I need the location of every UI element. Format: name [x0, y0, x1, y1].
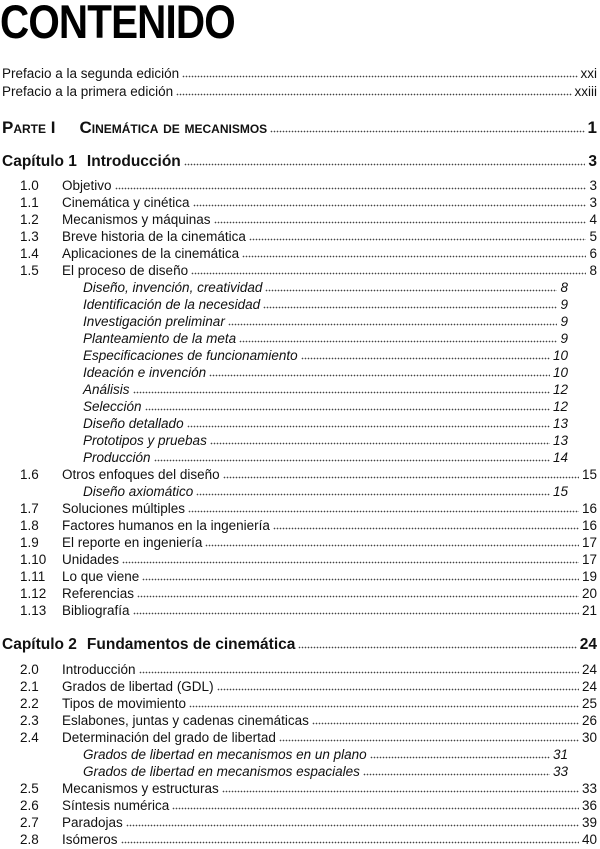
dot-leader: [312, 722, 579, 725]
section-entry[interactable]: [2, 603, 597, 620]
entry-page: 17: [581, 552, 597, 567]
dot-leader: [301, 357, 550, 360]
chapter-page: 3: [588, 153, 597, 170]
section-entry[interactable]: [2, 586, 597, 603]
dot-leader: [217, 688, 579, 691]
dot-leader: [222, 790, 579, 793]
section-entry[interactable]: [2, 569, 597, 586]
subsection-entry[interactable]: [2, 382, 568, 399]
entry-page: 6: [589, 246, 597, 261]
subsection-entry[interactable]: [2, 484, 568, 501]
dot-leader: [209, 374, 550, 377]
dot-leader: [363, 773, 550, 776]
entry-page: 9: [560, 297, 568, 312]
dot-leader: [196, 493, 550, 496]
dot-leader: [182, 75, 577, 78]
dot-leader: [239, 340, 557, 343]
subsection-entry[interactable]: [2, 747, 568, 764]
entry-page: 8: [589, 263, 597, 278]
entry-page: 33: [552, 764, 568, 779]
dot-leader: [184, 163, 586, 166]
chapter-title: Introducción: [86, 153, 181, 170]
toc-entry[interactable]: [2, 84, 597, 102]
entry-page: 10: [552, 348, 568, 363]
entry-title: Prefacio a la primera edición: [2, 84, 174, 99]
toc-entry[interactable]: [2, 118, 597, 140]
dot-leader: [154, 459, 550, 462]
entry-page: 39: [581, 815, 597, 830]
entry-title: Eslabones, juntas y cadenas cinemáticas: [62, 713, 309, 728]
entry-page: 13: [552, 433, 568, 448]
subsection-entry[interactable]: [2, 297, 568, 314]
dot-leader: [137, 595, 579, 598]
dot-leader: [263, 306, 557, 309]
chapter-1: [2, 153, 597, 620]
dot-leader: [228, 323, 558, 326]
entry-title: Grados de libertad en mecanismos espaciales: [83, 764, 360, 779]
entry-title: Diseño detallado: [83, 416, 184, 431]
entry-title: Paradojas: [62, 815, 123, 830]
entry-title: Diseño, invención, creatividad: [83, 280, 263, 295]
entry-title: Análisis: [83, 382, 130, 397]
section-number: 1.11: [20, 569, 46, 584]
dot-leader: [270, 130, 584, 133]
entry-title: Lo que viene: [62, 569, 140, 584]
page-title: CONTENIDO: [0, 0, 235, 48]
entry-page: 25: [581, 696, 597, 711]
entry-page: 13: [552, 416, 568, 431]
dot-leader: [191, 272, 586, 275]
section-number: 1.5: [20, 263, 39, 278]
dot-leader: [122, 561, 579, 564]
entry-page: 12: [552, 399, 568, 414]
subsection-entry[interactable]: [2, 280, 568, 297]
subsection-entry[interactable]: [2, 764, 568, 781]
chapter-label: Capítulo 1: [2, 153, 77, 170]
section-number: 2.6: [20, 798, 39, 813]
section-number: 1.9: [20, 535, 39, 550]
section-entry[interactable]: [2, 662, 597, 679]
section-number: 2.7: [20, 815, 39, 830]
entry-page: 20: [581, 586, 597, 601]
entry-title: Introducción: [62, 662, 136, 677]
entry-title: Diseño axiomático: [83, 484, 194, 499]
chapter-heading[interactable]: [2, 636, 597, 658]
front-matter: [2, 66, 597, 102]
section-number: 1.3: [20, 229, 39, 244]
entry-page: xxiii: [574, 84, 597, 99]
section-entry[interactable]: [2, 781, 597, 798]
entry-title: Mecanismos y estructuras: [62, 781, 219, 796]
entry-title: Factores humanos en la ingeniería: [62, 518, 270, 533]
entry-title: Unidades: [62, 552, 120, 567]
entry-page: 36: [581, 798, 597, 813]
dot-leader: [223, 476, 579, 479]
dot-leader: [370, 756, 550, 759]
entry-page: 15: [581, 467, 597, 482]
section-entry[interactable]: [2, 832, 597, 849]
entry-title: Planteamiento de la meta: [83, 331, 237, 346]
section-entry[interactable]: [2, 679, 597, 696]
entry-title: Grados de libertad en mecanismos en un plano: [83, 747, 367, 762]
subsection-entry[interactable]: [2, 314, 568, 331]
entry-page: 24: [581, 679, 597, 694]
dot-leader: [139, 671, 579, 674]
subsection-entry[interactable]: [2, 433, 568, 450]
dot-leader: [205, 544, 579, 547]
chapter-page: 24: [579, 636, 597, 653]
section-entry[interactable]: [2, 229, 597, 246]
entry-title: Prototipos y pruebas: [83, 433, 207, 448]
dot-leader: [193, 204, 587, 207]
section-entry[interactable]: [2, 195, 597, 212]
entry-title: Identificación de la necesidad: [83, 297, 261, 312]
entry-page: 4: [589, 212, 597, 227]
section-number: 1.12: [20, 586, 47, 601]
dot-leader: [176, 93, 571, 96]
entry-page: 21: [581, 603, 597, 618]
section-entry[interactable]: [2, 535, 597, 552]
section-number: 2.2: [20, 696, 39, 711]
entry-title: Ideación e invención: [83, 365, 207, 380]
dot-leader: [273, 527, 579, 530]
subsection-entry[interactable]: [2, 399, 568, 416]
entry-page: 9: [560, 331, 568, 346]
dot-leader: [188, 510, 579, 513]
section-entry[interactable]: [2, 518, 597, 535]
section-entry[interactable]: [2, 501, 597, 518]
section-number: 1.8: [20, 518, 39, 533]
entry-page: 12: [552, 382, 568, 397]
entry-page: 8: [560, 280, 568, 295]
entry-page: 19: [581, 569, 597, 584]
chapter-heading[interactable]: [2, 153, 597, 175]
entry-title: Producción: [83, 450, 151, 465]
entry-title: Especificaciones de funcionamiento: [83, 348, 298, 363]
entry-page: 33: [581, 781, 597, 796]
entry-page: 3: [589, 195, 597, 210]
section-entry[interactable]: [2, 263, 597, 280]
dot-leader: [172, 807, 579, 810]
dot-leader: [115, 187, 587, 190]
entry-page: 17: [581, 535, 597, 550]
dot-leader: [214, 221, 587, 224]
entry-title: Tipos de movimiento: [62, 696, 187, 711]
entry-title: Referencias: [62, 586, 135, 601]
section-number: 1.13: [20, 603, 47, 618]
section-entry[interactable]: [2, 730, 597, 747]
entry-title: Bibliografía: [62, 603, 130, 618]
section-list: [2, 178, 597, 620]
section-entry[interactable]: [2, 178, 597, 195]
entry-title: Grados de libertad (GDL): [62, 679, 214, 694]
section-number: 1.1: [20, 195, 39, 210]
part-heading: [2, 118, 597, 140]
entry-page: 10: [552, 365, 568, 380]
subsection-entry[interactable]: [2, 365, 568, 382]
dot-leader: [121, 841, 579, 844]
section-entry[interactable]: [2, 212, 597, 229]
dot-leader: [142, 578, 579, 581]
chapter-title: Fundamentos de cinemática: [86, 636, 296, 653]
section-number: 1.2: [20, 212, 39, 227]
section-number: 2.0: [20, 662, 39, 677]
dot-leader: [126, 824, 579, 827]
entry-title: Síntesis numérica: [62, 798, 170, 813]
chapter-label: Capítulo 2: [2, 636, 77, 653]
section-number: 1.10: [20, 552, 47, 567]
subsection-entry[interactable]: [2, 416, 568, 433]
part-page: 1: [587, 118, 597, 137]
section-list: [2, 662, 597, 849]
section-entry[interactable]: [2, 798, 597, 815]
entry-page: 5: [589, 229, 597, 244]
section-number: 2.4: [20, 730, 39, 745]
dot-leader: [189, 705, 579, 708]
entry-page: 15: [552, 484, 568, 499]
toc-entry[interactable]: [2, 66, 597, 84]
entry-page: 16: [581, 518, 597, 533]
entry-page: 3: [589, 178, 597, 193]
entry-title: El reporte en ingeniería: [62, 535, 203, 550]
dot-leader: [145, 408, 550, 411]
entry-page: 30: [581, 730, 597, 745]
section-entry[interactable]: [2, 696, 597, 713]
entry-title: Otros enfoques del diseño: [62, 467, 220, 482]
section-number: 1.6: [20, 467, 39, 482]
entry-title: Breve historia de la cinemática: [62, 229, 246, 244]
section-number: 2.3: [20, 713, 39, 728]
entry-page: 31: [552, 747, 568, 762]
entry-title: Prefacio a la segunda edición: [2, 66, 180, 81]
section-number: 2.8: [20, 832, 39, 847]
section-entry[interactable]: [2, 467, 597, 484]
subsection-entry[interactable]: [2, 331, 568, 348]
entry-title: Mecanismos y máquinas: [62, 212, 211, 227]
dot-leader: [298, 646, 576, 649]
section-number: 1.0: [20, 178, 39, 193]
entry-page: 14: [552, 450, 568, 465]
section-number: 1.7: [20, 501, 39, 516]
chapter-2: [2, 636, 597, 849]
subsection-entry[interactable]: [2, 450, 568, 467]
entry-page: xxi: [580, 66, 597, 81]
dot-leader: [279, 739, 579, 742]
subsection-entry[interactable]: [2, 348, 568, 365]
entry-title: Aplicaciones de la cinemática: [62, 246, 240, 261]
dot-leader: [265, 289, 557, 292]
entry-page: 26: [581, 713, 597, 728]
section-number: 2.1: [20, 679, 39, 694]
entry-page: 24: [581, 662, 597, 677]
entry-title: Isómeros: [62, 832, 118, 847]
entry-title: Cinemática y cinética: [62, 195, 190, 210]
section-entry[interactable]: [2, 246, 597, 263]
entry-page: 16: [581, 501, 597, 516]
entry-title: Selección: [83, 399, 142, 414]
entry-title: Soluciones múltiples: [62, 501, 186, 516]
dot-leader: [242, 255, 586, 258]
entry-title: Investigación preliminar: [83, 314, 225, 329]
entry-title: El proceso de diseño: [62, 263, 189, 278]
entry-title: Determinación del grado de libertad: [62, 730, 276, 745]
part-label: Parte I: [2, 118, 56, 137]
part-title: Cinemática de mecanismos: [79, 118, 268, 137]
dot-leader: [133, 391, 550, 394]
dot-leader: [133, 612, 579, 615]
section-entry[interactable]: [2, 713, 597, 730]
section-number: 1.4: [20, 246, 39, 261]
dot-leader: [249, 238, 587, 241]
section-entry[interactable]: [2, 552, 597, 569]
dot-leader: [187, 425, 550, 428]
section-number: 2.5: [20, 781, 39, 796]
section-entry[interactable]: [2, 815, 597, 832]
entry-page: 9: [560, 314, 568, 329]
entry-title: Objetivo: [62, 178, 112, 193]
dot-leader: [210, 442, 550, 445]
entry-page: 40: [581, 832, 597, 847]
